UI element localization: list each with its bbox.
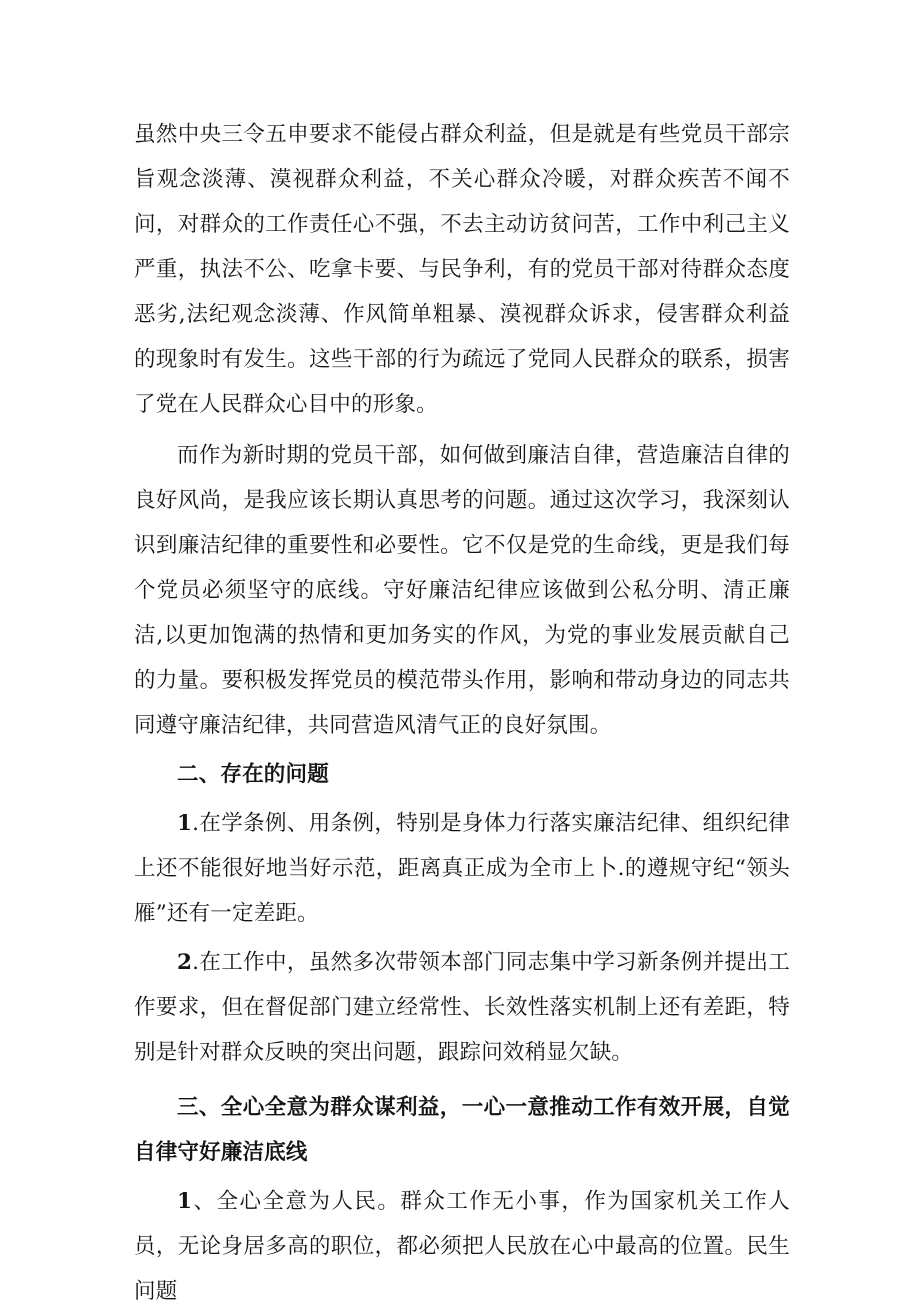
- item-number: 2: [177, 950, 193, 975]
- numbered-item-problem-1: [134, 801, 790, 936]
- item-text: .在工作中，虽然多次带领本部门同志集中学习新条例并提出工作要求，但在督促部门建立经常性、长效性落实机制上还有差距，特别是针对群众反映的突出问题，跟踪问效稍显欠缺。: [134, 950, 790, 1065]
- item-text: 、全心全意为人民。群众工作无小事，作为国家机关工作人员，无论身居多高的职位，都必须把人民放在心中最高的位置。民生问题: [134, 1189, 790, 1304]
- section-heading-3: 三、全心全意为群众谋利益，一心一意推动工作有效开展，自觉自律守好廉洁底线: [134, 1095, 790, 1165]
- numbered-item-measure-1: [134, 1179, 790, 1314]
- document-page: [134, 112, 790, 1314]
- item-number: 1: [177, 1189, 193, 1214]
- numbered-item-problem-2: [134, 940, 790, 1075]
- body-paragraph-1: 虽然中央三令五申要求不能侵占群众利益，但是就是有些党员干部宗旨观念淡薄、漠视群众利益，不关心群众冷暖，对群众疾苦不闻不问，对群众的工作责任心不强，不去主动访贫问苦，工作中利己主义严重，执法不公、吃拿卡要、与民争利，有的党员干部对待群众态度恶劣,法纪观念淡薄、作风简单粗暴、漠视群众诉求，侵害群众利益的现象时有发生。这些干部的行为疏远了党同人民群众的联系，损害了党在人民群众心目中的形象。: [134, 122, 790, 417]
- body-paragraph-2: 而作为新时期的党员干部，如何做到廉洁自律，营造廉洁自律的良好风尚，是我应该长期认真思考的问题。通过这次学习，我深刻认识到廉洁纪律的重要性和必要性。它不仅是党的生命线，更是我们每个党员必须坚守的底线。守好廉洁纪律应该做到公私分明、清正廉洁,以更加饱满的热情和更加务实的作风，为党的事业发展贡献自己的力量。要积极发挥党员的模范带头作用，影响和带动身边的同志共同遵守廉洁纪律，共同营造风清气正的良好氛围。: [134, 443, 790, 738]
- item-number: 1: [177, 811, 193, 836]
- section-heading-2: 二、存在的问题: [177, 762, 329, 787]
- item-text: .在学条例、用条例，特别是身体力行落实廉洁纪律、组织纪律上还不能很好地当好示范，距离真正成为全市上卜.的遵规守纪“领头雁”还有一定差距。: [134, 811, 790, 926]
